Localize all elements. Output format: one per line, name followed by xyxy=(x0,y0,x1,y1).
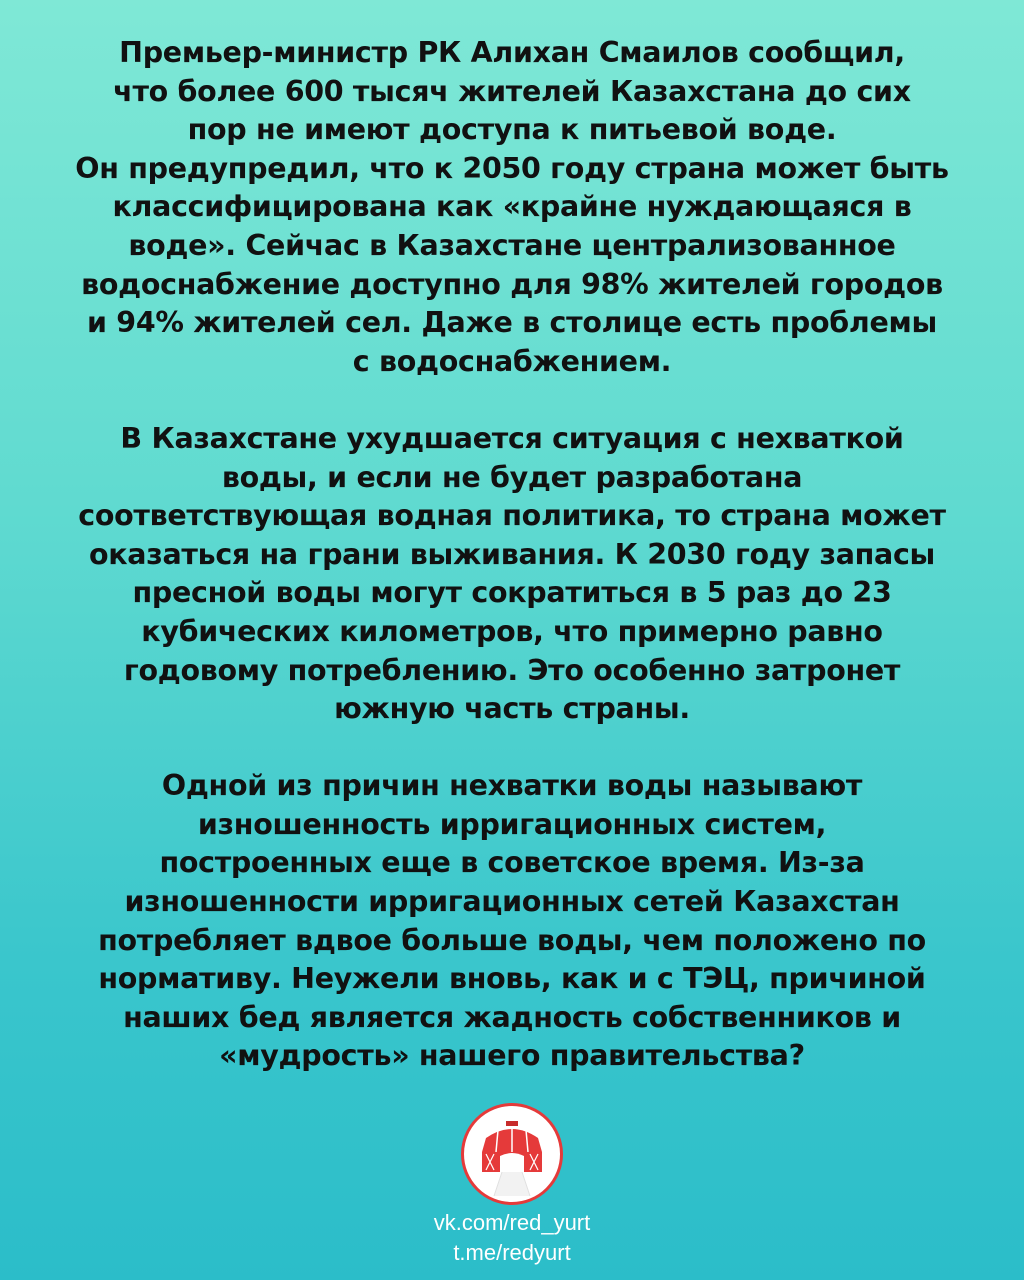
yurt-icon xyxy=(464,1106,560,1202)
text-line: Одной из причин нехватки воды называют xyxy=(161,769,863,803)
paragraph-3 xyxy=(30,767,994,1076)
text-line: изношенности ирригационных сетей Казахстан xyxy=(124,885,900,919)
headline-line: что более 600 тысяч жителей Казахстана до сих xyxy=(113,74,911,108)
text-line: нормативу. Неужели вновь, как и с ТЭЦ, причиной xyxy=(98,962,926,996)
text-line: кубических километров, что примерно равно xyxy=(141,614,883,648)
text-line: южную часть страны. xyxy=(334,692,690,726)
headline xyxy=(30,34,994,150)
vk-link[interactable]: vk.com/red_yurt xyxy=(433,1210,591,1235)
post-text xyxy=(30,34,994,1076)
headline-line: Премьер-министр РК Алихан Смаилов сообщил, xyxy=(119,36,905,69)
paragraph-gap xyxy=(30,381,994,420)
paragraph-gap xyxy=(30,729,994,768)
text-line: классифицирована как «крайне нуждающаяся в xyxy=(112,190,912,224)
paragraph-2 xyxy=(30,420,994,729)
text-line: воды, и если не будет разработана xyxy=(221,460,803,494)
text-line: водоснабжение доступно для 98% жителей городов xyxy=(81,267,943,301)
text-line: «мудрость» нашего правительства? xyxy=(219,1039,805,1073)
text-line: оказаться на грани выживания. К 2030 году запасы xyxy=(88,537,936,571)
text-line: соответствующая водная политика, то страна может xyxy=(78,499,946,533)
text-line: построенных еще в советское время. Из-за xyxy=(159,846,865,880)
text-line: годовому потреблению. Это особенно затронет xyxy=(123,653,901,687)
text-line: и 94% жителей сел. Даже в столице есть проблемы xyxy=(87,306,937,340)
text-line: воде». Сейчас в Казахстане централизованное xyxy=(128,228,896,262)
telegram-link[interactable]: t.me/redyurt xyxy=(453,1240,571,1265)
text-line: изношенность ирригационных систем, xyxy=(197,807,827,841)
text-line: потребляет вдвое больше воды, чем положено по xyxy=(98,923,926,957)
paragraph-1 xyxy=(30,150,994,382)
contact-links xyxy=(0,1208,1024,1268)
text-line: пресной воды могут сократиться в 5 раз до 23 xyxy=(132,576,892,610)
red-yurt-logo-icon xyxy=(461,1103,563,1205)
text-line: В Казахстане ухудшается ситуация с нехваткой xyxy=(120,421,904,455)
headline-line: пор не имеют доступа к питьевой воде. xyxy=(187,113,837,147)
text-line: Он предупредил, что к 2050 году страна может быть xyxy=(75,151,949,185)
text-line: с водоснабжением. xyxy=(352,344,672,378)
text-line: наших бед является жадность собственников и xyxy=(123,1000,901,1034)
